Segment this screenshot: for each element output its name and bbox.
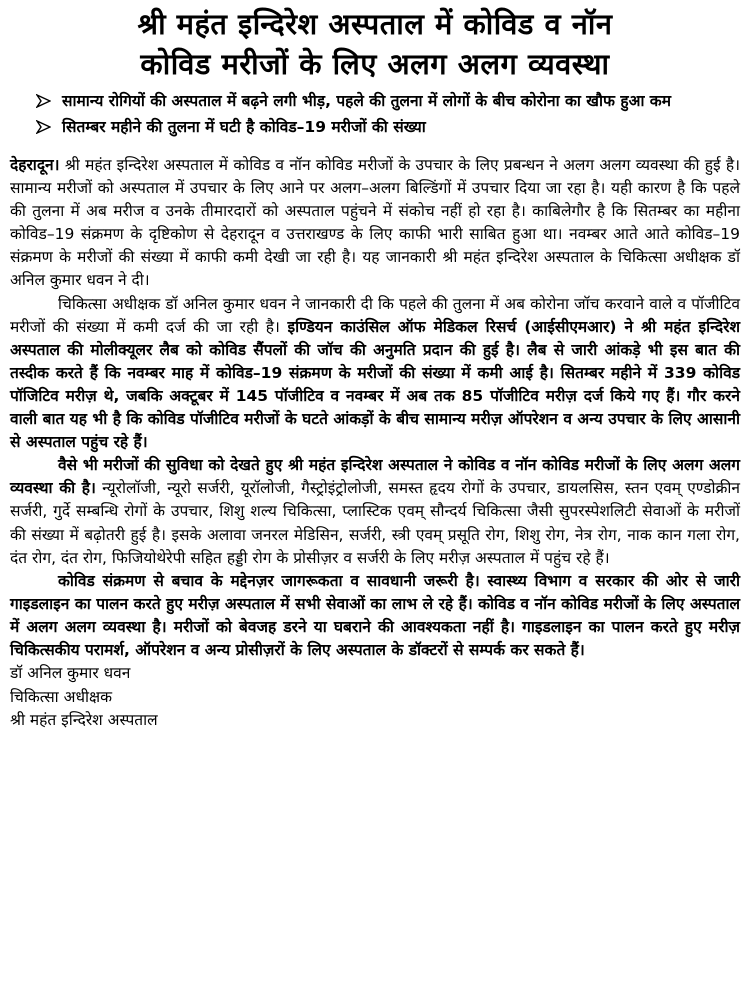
- paragraph-4: [10, 570, 740, 662]
- article-body: [10, 154, 740, 662]
- paragraph-1-text: श्री महंत इन्दिरेश अस्पताल में कोविड व नॉन कोविड मरीजों के उपचार के लिए प्रबन्धन ने अलग अलग व्यवस्था की हुई है। सामान्य मरीजों को अस्पताल में उपचार के लिए आने पर अलग–अलग बिल्डिंगों में उपचार दिया जा रहा है। यही कारण है कि पहले की तुलना में अब मरीज व उनके तीमारदारों को अस्पताल पहुंचने में संकोच नहीं हो रहा है। काबिलेगौर है कि सितम्बर का महीना कोविड–19 संक्रमण के दृष्टिकोण से देहरादून व उत्तराखण्ड के लिए काफी भारी साबित हुआ था। नवम्बर आते आते कोविड–19 संक्रमण के मरीजों की संख्या में काफी कमी देखी जा रही है। यह जानकारी श्री महंत इन्दिरेश अस्पताल के चिकित्सा अधीक्षक डॉ अनिल कुमार धवन ने दी।: [10, 156, 740, 290]
- dateline: देहरादून।: [10, 156, 60, 174]
- signatory-organization: श्री महंत इन्दिरेश अस्पताल: [10, 711, 158, 730]
- signature-block: [10, 662, 740, 733]
- paragraph-4-bold-text: कोविड संक्रमण से बचाव के मद्देनज़र जागरूकता व सावधानी जरूरी है। स्वास्थ्य विभाग व सरकार की ओर से जारी गाइडलाइन का पालन करते हुए मरीज़ अस्पताल में सभी सेवाओं का लाभ ले रहे हैं। कोविड व नॉन कोविड मरीजों के लिए अस्पताल में अलग अलग व्यवस्था है। मरीजों को बेवजह डरने या घबराने की आवश्यकता नहीं है। गाइडलाइन का पालन करते हुए मरीज़ चिकित्सकीय परामर्श, ऑपरेशन व अन्य प्रोसीज़रों के लिए अस्पताल के डॉक्टरों से सम्पर्क कर सकते हैं।: [10, 571, 740, 659]
- paragraph-2-text: चिकित्सा अधीक्षक डॉ अनिल कुमार धवन ने जानकारी दी कि पहले की तुलना में अब कोरोना जॉच करवाने वाले व पॉजीटिव मरीजों की संख्या में कमी दर्ज की जा रही है।: [10, 294, 740, 336]
- highlight-item: [10, 114, 740, 140]
- headline-line-1: श्री महंत इन्दिरेश अस्पताल में कोविड व नॉन: [137, 7, 613, 41]
- highlights-list: [10, 88, 740, 140]
- signatory-designation: चिकित्सा अधीक्षक: [10, 687, 113, 706]
- paragraph-2-bold-text: इण्डियन काउंसिल ऑफ मेडिकल रिसर्च (आईसीएमआर) ने श्री महंत इन्दिरेश अस्पताल की मोलीक्यूलर लैब को कोविड सैंपलों की जॉच की अनुमति प्रदान की हुई है। लैब से जारी आंकड़े भी इस बात की तस्दीक करते हैं कि नवम्बर माह में कोविड–19 संक्रमण के मरीजों की संख्या में कमी आई है। सितम्बर महीने में 339 कोविड पॉजिटिव मरीज़ थे, जबकि अक्टूबर में 145 पॉजीटिव व नवम्बर में अब तक 85 पॉजीटिव मरीज़ दर्ज किये गए हैं। गौर करने वाली बात यह भी है कि कोविड पॉजीटिव मरीजों के घटते आंकड़ों के बीच सामान्य मरीज़ ऑपरेशन व अन्य उपचार के लिए आसानी से अस्पताल पहुंच रहे हैं।: [10, 317, 740, 452]
- highlight-item: [10, 88, 740, 114]
- paragraph-2: [10, 293, 740, 455]
- paragraph-3-bold-text: वैसे भी मरीजों की सुविधा को देखते हुए श्री महंत इन्दिरेश अस्पताल ने कोविड व नॉन कोविड मरीजों के लिए अलग अलग व्यवस्था की है।: [10, 456, 740, 498]
- highlight-text: सामान्य रोगियों की अस्पताल में बढ़ने लगी भीड़, पहले की तुलना में लोगों के बीच कोरोना का खौफ हुआ कम: [62, 92, 671, 110]
- headline-line-2: कोविड मरीजों के लिए अलग अलग व्यवस्था: [140, 47, 610, 81]
- paragraph-3-text: न्यूरोलॉजी, न्यूरो सर्जरी, यूरॉलोजी, गैस्ट्रोइंट्रोलोजी, समस्त हृदय रोगों के उपचार, डायलसिस, स्तन एवम् एण्डोक्रीन सर्जरी, गुर्दे सम्बन्धि रोगों के उपचार, शिशु शल्य चिकित्सा, प्लास्टिक एवम् सौन्दर्य चिकित्सा जैसी सुपरस्पेशलिटी सेवाओं के मरीजों की संख्या में बढ़ोतरी हुई है। इसके अलावा जनरल मेडिसिन, सर्जरी, स्त्री एवम् प्रसूति रोग, शिशु रोग, नेत्र रोग, नाक कान गला रोग, दंत रोग, दंत रोग, फिजियोथेरेपी सहित हड्डी रोग के प्रोसीज़र व सर्जरी के लिए मरीज़ अस्पताल में पहुंच रहे हैं।: [10, 479, 740, 567]
- headline: [10, 4, 740, 84]
- paragraph-3: [10, 454, 740, 569]
- highlight-text: सितम्बर महीने की तुलना में घटी है कोविड–19 मरीजों की संख्या: [62, 118, 426, 136]
- paragraph-1: [10, 154, 740, 293]
- signatory-name: डॉ अनिल कुमार धवन: [10, 664, 131, 683]
